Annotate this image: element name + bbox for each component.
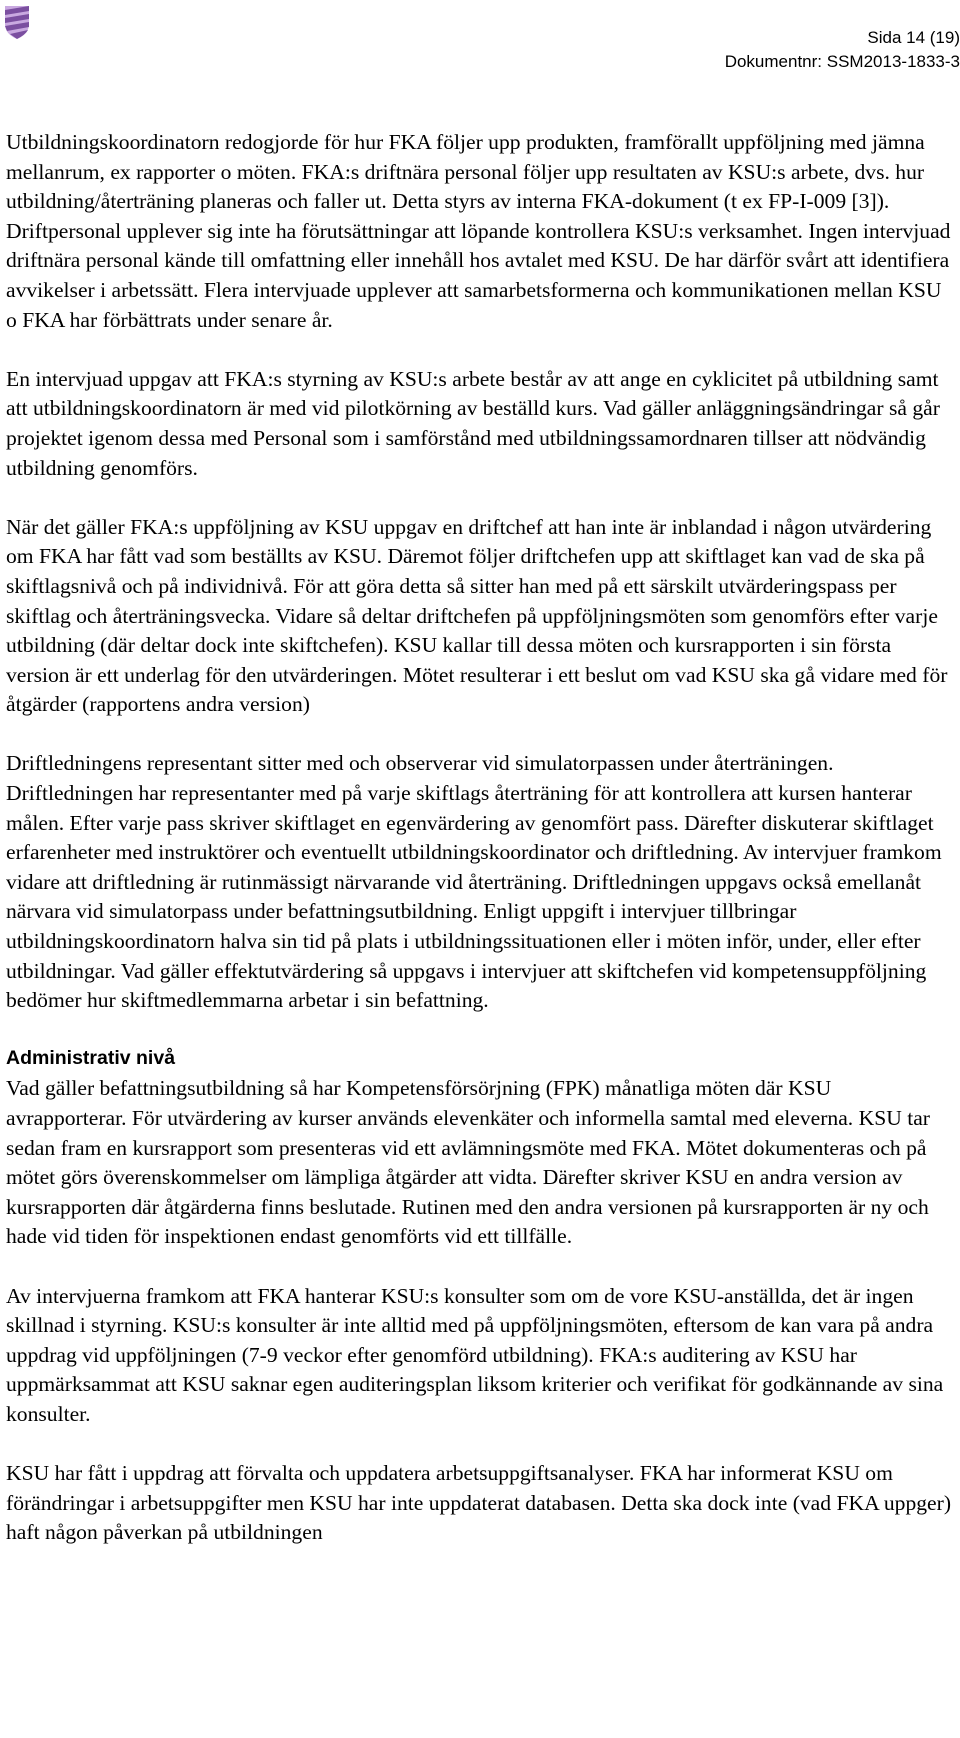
page-header xyxy=(725,26,960,74)
paragraph: När det gäller FKA:s uppföljning av KSU uppgav en driftchef att han inte är inblandad i någon utvärdering om FKA har fått vad som beställts av KSU. Däremot följer driftchefen upp att skiftlaget kan vad de ska på skiftlagsnivå och på individnivå. För att göra detta så sitter han med på ett särskilt utvärderingspass per skiftlag och återträningsvecka. Vidare så deltar driftchefen på uppföljningsmöten som genomförs efter varje utbildning (där deltar dock inte skiftchefen). KSU kallar till dessa möten och kursrapporten i sin första version är ett underlag för den utvärderingen. Mötet resulterar i ett beslut om vad KSU ska gå vidare med för åtgärder (rapportens andra version) xyxy=(6,514,948,717)
paragraph: Vad gäller befattningsutbildning så har Kompetensförsörjning (FPK) månatliga möten där KSU avrapporterar. För utvärdering av kurser används elevenkäter och informella samtal med eleverna. KSU tar sedan fram en kursrapport som presenteras vid ett avlämningsmöte med FKA. Mötet dokumenteras och på mötet görs överenskommelser om lämpliga åtgärder att vidta. Därefter skriver KSU en andra version av kursrapporten där åtgärderna finns beslutade. Rutinen med den andra versionen på kursrapporten är ny och hade vid tiden för inspektionen endast genomförts vid ett tillfälle. xyxy=(6,1076,930,1249)
paragraph: Av intervjuerna framkom att FKA hanterar KSU:s konsulter som om de vore KSU-anställda, det är ingen skillnad i styrning. KSU:s konsulter är inte alltid med på uppföljningsmöten, eftersom de kan vara på andra uppdrag vid uppföljningen (7-9 veckor efter genomförd utbildning). FKA:s auditering av KSU har uppmärksammat att KSU saknar egen auditeringsplan liksom kriterier och verifikat för godkännande av sina konsulter. xyxy=(6,1283,944,1426)
document-body xyxy=(6,128,956,1578)
organization-logo-icon xyxy=(4,4,30,40)
section-heading: Administrativ nivå xyxy=(6,1047,176,1070)
page-number: Sida 14 (19) xyxy=(867,28,960,47)
paragraph: Utbildningskoordinatorn redogjorde för hur FKA följer upp produkten, framförallt uppföljning med jämna mellanrum, ex rapporter o möten. FKA:s driftnära personal följer upp resultaten av KSU:s arbete, dvs. hur utbildning/återträning planeras och faller ut. Detta styrs av interna FKA-dokument (t ex FP-I-009 [3]). Driftpersonal upplever sig inte ha förutsättningar att löpande kontrollera KSU:s verksamhet. Ingen intervjuad driftnära personal kände till omfattning eller innehåll hos avtalet med KSU. De har därför svårt att identifiera avvikelser i arbetssätt. Flera intervjuade upplever att samarbetsformerna och kommunikationen mellan KSU o FKA har förbättrats under senare år. xyxy=(6,130,951,332)
document-number: Dokumentnr: SSM2013-1833-3 xyxy=(724,52,960,71)
paragraph: KSU har fått i uppdrag att förvalta och uppdatera arbetsuppgiftsanalyser. FKA har informerat KSU om förändringar i arbetsuppgifter men KSU har inte uppdaterat databasen. Detta ska dock inte (vad FKA uppger) haft någon påverkan på utbildningen xyxy=(6,1461,952,1545)
paragraph: En intervjuad uppgav att FKA:s styrning av KSU:s arbete består av att ange en cyklicitet på utbildning samt att utbildningskoordinatorn är med vid pilotkörning av beställd kurs. Vad gäller anläggningsändringar så går projektet igenom dessa med Personal som i samförstånd med utbildningssamordnaren tillser att nödvändig utbildning genomförs. xyxy=(6,366,940,480)
paragraph: Driftledningens representant sitter med och observerar vid simulatorpassen under återträningen. Driftledningen har representanter med på varje skiftlags återträning för att kontrollera att kursen hanterar målen. Efter varje pass skriver skiftlaget en egenvärdering av genomfört pass. Därefter diskuterar skiftlaget erfarenheter med instruktörer och eventuellt utbildningskoordinator och driftledning. Av intervjuer framkom vidare att driftledning är rutinmässigt närvarande vid återträning. Driftledningen uppgavs också emellanåt närvara vid simulatorpass under befattningsutbildning. Enligt uppgift i intervjuer tillbringar utbildningskoordinatorn halva sin tid på plats i utbildningssituationen eller i möten inför, under, eller efter utbildningar. Vad gäller effektutvärdering så uppgavs i intervjuer att skiftchefen vid kompetensuppföljning bedömer hur skiftmedlemmarna arbetar i sin befattning. xyxy=(6,751,942,1013)
